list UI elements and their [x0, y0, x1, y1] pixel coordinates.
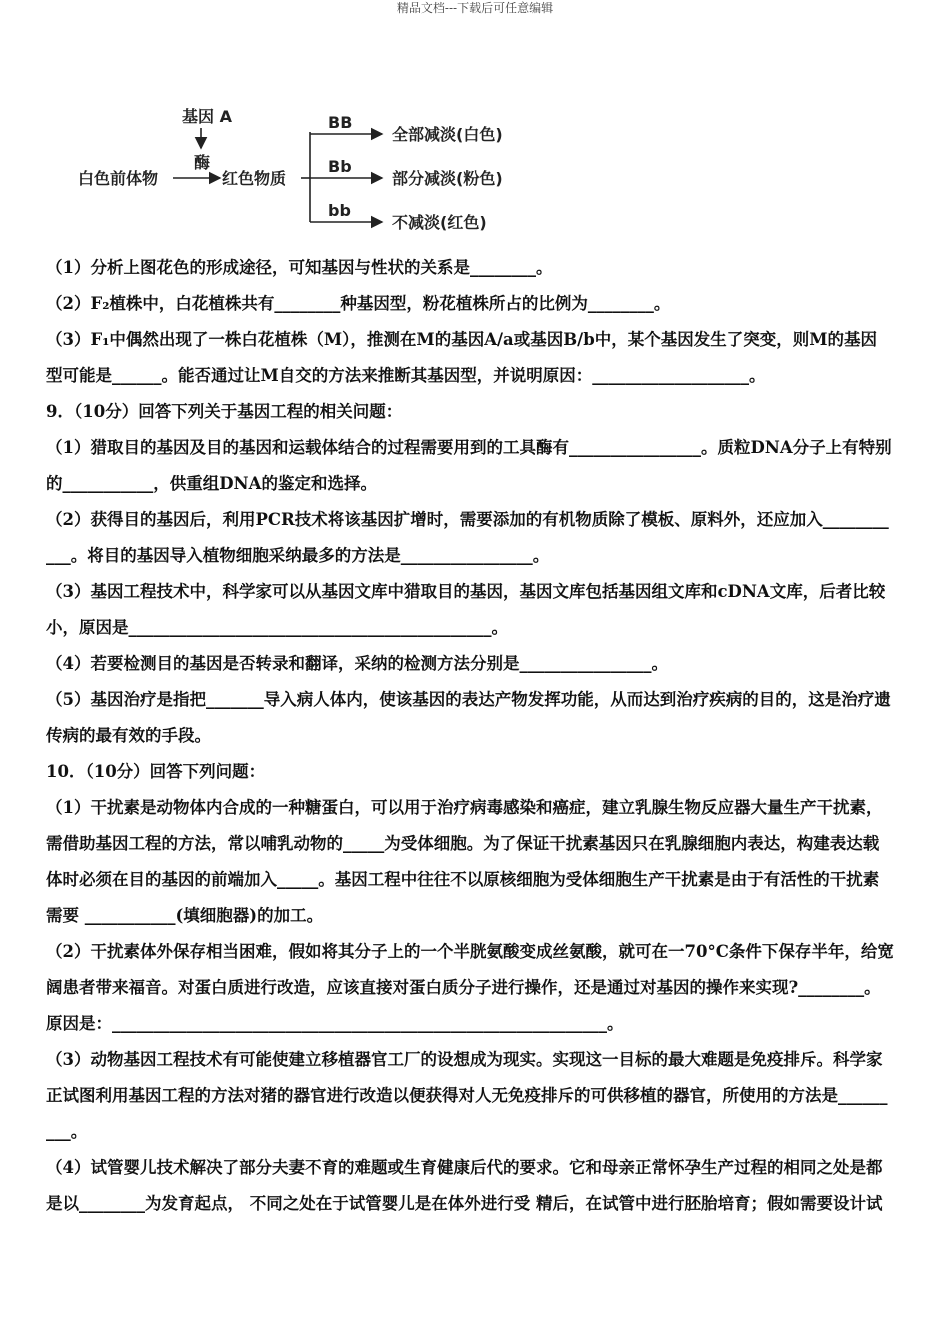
text-line: （3）F₁中偶然出现了一株白花植株（M），推测在M的基因A/a或基因B/b中，某个基因发生了突变，则M的基因 — [46, 330, 877, 349]
branch-result-2: 部分减淡(粉色) — [392, 169, 503, 188]
text-line: 原因是：____________________________________________________________。 — [46, 1014, 624, 1033]
text-line: 体时必须在目的基因的前端加入_____。基因工程中往往不以原核细胞为受体细胞生产干扰素是由于有活性的干扰素 — [46, 870, 880, 889]
branch-result-1: 全部减淡(白色) — [392, 125, 503, 144]
text-line: ___。 — [46, 1122, 88, 1141]
text-line: 10．（10分）回答下列问题： — [46, 762, 266, 781]
text-line: 阔患者带来福音。对蛋白质进行改造，应该直接对蛋白质分子进行操作，还是通过对基因的操作来实现?________。 — [46, 978, 881, 997]
text-line: （2）F₂植株中，白花植株共有________种基因型，粉花植株所占的比例为________。 — [46, 294, 671, 313]
text-line: 型可能是______。能否通过让M自交的方法来推断其基因型，并说明原因：___________________。 — [46, 366, 766, 385]
pathway-svg — [70, 100, 550, 245]
branch-result-3: 不减淡(红色) — [392, 213, 487, 232]
branch-genotype-bb-mixed: Bb — [328, 157, 352, 176]
text-line: 的___________，供重组DNA的鉴定和选择。 — [46, 474, 377, 493]
text-line: 传病的最有效的手段。 — [46, 726, 211, 745]
text-line: （2）干扰素体外保存相当困难，假如将其分子上的一个半胱氨酸变成丝氨酸，就可在一70°C条件下保存半年，给宽 — [46, 942, 894, 961]
gene-a-label: 基因 A — [182, 107, 232, 126]
enzyme-label: 酶 — [194, 153, 211, 172]
text-line: 需借助基因工程的方法，常以哺乳动物的_____为受体细胞。为了保证干扰素基因只在乳腺细胞内表达，构建表达载 — [46, 834, 880, 853]
red-substance-label: 红色物质 — [222, 169, 287, 188]
text-line: （2）获得目的基因后，利用PCR技术将该基因扩增时，需要添加的有机物质除了模板、原料外，还应加入________ — [46, 510, 889, 529]
text-line: ___。将目的基因导入植物细胞采纳最多的方法是________________。 — [46, 546, 550, 565]
text-line: 是以________为发育起点， 不同之处在于试管婴儿是在体外进行受 精后，在试管中进行胚胎培育；假如需要设计试 — [46, 1194, 883, 1213]
text-line: 需要 ___________(填细胞器)的加工。 — [46, 906, 324, 925]
text-line: 9．（10分）回答下列关于基因工程的相关问题： — [46, 402, 403, 421]
text-line: （5）基因治疗是指把_______导入病人体内，使该基因的表达产物发挥功能，从而达到治疗疾病的目的，这是治疗遗 — [46, 690, 891, 709]
text-line: （4）若要检测目的基因是否转录和翻译，采纳的检测方法分别是________________。 — [46, 654, 668, 673]
text-line: 正试图利用基因工程的方法对猪的器官进行改造以便获得对人无免疫排斥的可供移植的器官，所使用的方法是______ — [46, 1086, 888, 1105]
text-line: （1）猎取目的基因及目的基因和运载体结合的过程需要用到的工具酶有________________。质粒DNA分子上有特别 — [46, 438, 892, 457]
text-line: （1）干扰素是动物体内合成的一种糖蛋白，可以用于治疗病毒感染和癌症，建立乳腺生物反应器大量生产干扰素， — [46, 798, 883, 817]
flower-color-pathway-diagram — [70, 100, 550, 245]
page-header: 精品文档---下载后可任意编辑 — [396, 1, 554, 15]
text-line: （3）动物基因工程技术有可能使建立移植器官工厂的设想成为现实。实现这一目标的最大难题是免疫排斥。科学家 — [46, 1050, 883, 1069]
text-line: 小，原因是____________________________________________。 — [46, 618, 508, 637]
text-line: （3）基因工程技术中，科学家可以从基因文库中猎取目的基因，基因文库包括基因组文库和cDNA文库，后者比较 — [46, 582, 886, 601]
branch-genotype-bb-upper: BB — [328, 113, 353, 132]
branch-genotype-bb-lower: bb — [328, 201, 351, 220]
text-line: （1）分析上图花色的形成途径，可知基因与性状的关系是________。 — [46, 258, 553, 277]
text-line: （4）试管婴儿技术解决了部分夫妻不育的难题或生育健康后代的要求。它和母亲正常怀孕生产过程的相同之处是都 — [46, 1158, 883, 1177]
precursor-label: 白色前体物 — [78, 169, 159, 188]
question-text — [46, 250, 906, 1222]
